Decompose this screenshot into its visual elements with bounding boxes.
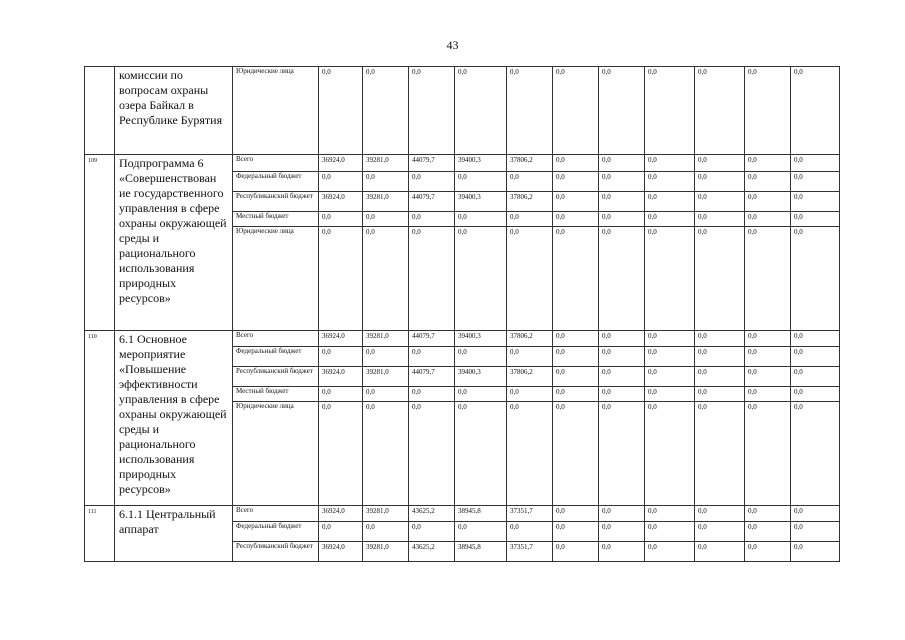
amount-cell: 36924,0 xyxy=(319,331,363,347)
amount-cell: 0,0 xyxy=(745,155,791,172)
program-name: комиссии по вопросам охраны озера Байкал в Республике Бурятия xyxy=(115,67,233,155)
funding-source: Федеральный бюджет xyxy=(233,172,319,192)
table-body xyxy=(85,67,840,562)
amount-cell: 0,0 xyxy=(599,387,645,402)
amount-cell: 0,0 xyxy=(553,67,599,155)
amount-cell: 0,0 xyxy=(745,227,791,331)
amount-cell: 0,0 xyxy=(599,367,645,387)
budget-table xyxy=(84,66,840,562)
amount-cell: 36924,0 xyxy=(319,542,363,562)
amount-cell: 0,0 xyxy=(553,212,599,227)
amount-cell: 0,0 xyxy=(319,172,363,192)
funding-source: Местный бюджет xyxy=(233,212,319,227)
amount-cell: 0,0 xyxy=(645,172,695,192)
amount-cell: 0,0 xyxy=(455,212,507,227)
amount-cell: 0,0 xyxy=(695,347,745,367)
program-name: 6.1 Основное мероприятие «Повышение эффективности управления в сфере охраны окружающей среды и рационального использования природных ресурсов» xyxy=(115,331,233,506)
amount-cell: 0,0 xyxy=(553,227,599,331)
amount-cell: 0,0 xyxy=(553,347,599,367)
amount-cell: 39281,0 xyxy=(363,542,409,562)
amount-cell: 0,0 xyxy=(745,347,791,367)
amount-cell: 39400,3 xyxy=(455,331,507,347)
amount-cell: 0,0 xyxy=(599,506,645,522)
amount-cell: 0,0 xyxy=(745,402,791,506)
amount-cell: 0,0 xyxy=(695,172,745,192)
amount-cell: 0,0 xyxy=(599,67,645,155)
amount-cell: 0,0 xyxy=(645,192,695,212)
amount-cell: 0,0 xyxy=(695,227,745,331)
amount-cell: 0,0 xyxy=(409,212,455,227)
amount-cell: 0,0 xyxy=(791,387,840,402)
amount-cell: 0,0 xyxy=(553,172,599,192)
amount-cell: 0,0 xyxy=(695,212,745,227)
amount-cell: 0,0 xyxy=(363,172,409,192)
amount-cell: 0,0 xyxy=(791,347,840,367)
amount-cell: 0,0 xyxy=(599,522,645,542)
funding-source: Всего xyxy=(233,155,319,172)
amount-cell: 0,0 xyxy=(553,522,599,542)
amount-cell: 0,0 xyxy=(745,331,791,347)
amount-cell: 0,0 xyxy=(507,347,553,367)
amount-cell: 0,0 xyxy=(791,155,840,172)
amount-cell: 43625,2 xyxy=(409,506,455,522)
amount-cell: 0,0 xyxy=(455,522,507,542)
table-row xyxy=(85,67,840,155)
amount-cell: 0,0 xyxy=(645,331,695,347)
amount-cell: 0,0 xyxy=(645,347,695,367)
amount-cell: 0,0 xyxy=(599,172,645,192)
amount-cell: 0,0 xyxy=(745,542,791,562)
amount-cell: 0,0 xyxy=(791,506,840,522)
amount-cell: 0,0 xyxy=(645,227,695,331)
amount-cell: 0,0 xyxy=(507,387,553,402)
row-number: 111 xyxy=(85,506,115,562)
amount-cell: 0,0 xyxy=(363,402,409,506)
amount-cell: 0,0 xyxy=(319,347,363,367)
amount-cell: 0,0 xyxy=(599,192,645,212)
amount-cell: 0,0 xyxy=(745,367,791,387)
amount-cell: 0,0 xyxy=(455,227,507,331)
amount-cell: 0,0 xyxy=(791,192,840,212)
funding-source: Юридические лица xyxy=(233,67,319,155)
amount-cell: 0,0 xyxy=(363,347,409,367)
amount-cell: 0,0 xyxy=(319,67,363,155)
row-number xyxy=(85,67,115,155)
amount-cell: 0,0 xyxy=(553,387,599,402)
amount-cell: 38945,8 xyxy=(455,506,507,522)
amount-cell: 39281,0 xyxy=(363,155,409,172)
amount-cell: 0,0 xyxy=(553,367,599,387)
amount-cell: 0,0 xyxy=(553,402,599,506)
amount-cell: 0,0 xyxy=(319,522,363,542)
amount-cell: 39281,0 xyxy=(363,367,409,387)
amount-cell: 0,0 xyxy=(791,212,840,227)
amount-cell: 0,0 xyxy=(507,522,553,542)
amount-cell: 0,0 xyxy=(599,542,645,562)
funding-source: Местный бюджет xyxy=(233,387,319,402)
amount-cell: 0,0 xyxy=(791,402,840,506)
program-name: Подпрограмма 6 «Совершенствован ие государственного управления в сфере охраны окружающей среды и рационального использования природных ресурсов» xyxy=(115,155,233,331)
amount-cell: 0,0 xyxy=(645,402,695,506)
amount-cell: 39400,3 xyxy=(455,367,507,387)
amount-cell: 0,0 xyxy=(455,347,507,367)
amount-cell: 0,0 xyxy=(645,367,695,387)
amount-cell: 0,0 xyxy=(409,387,455,402)
amount-cell: 0,0 xyxy=(791,331,840,347)
amount-cell: 38945,8 xyxy=(455,542,507,562)
amount-cell: 0,0 xyxy=(645,542,695,562)
amount-cell: 36924,0 xyxy=(319,506,363,522)
funding-source: Республиканский бюджет xyxy=(233,542,319,562)
amount-cell: 0,0 xyxy=(695,522,745,542)
table-row xyxy=(85,331,840,347)
amount-cell: 0,0 xyxy=(455,387,507,402)
amount-cell: 0,0 xyxy=(553,331,599,347)
amount-cell: 37806,2 xyxy=(507,192,553,212)
amount-cell: 0,0 xyxy=(455,172,507,192)
amount-cell: 0,0 xyxy=(745,67,791,155)
amount-cell: 39400,3 xyxy=(455,192,507,212)
amount-cell: 0,0 xyxy=(599,402,645,506)
amount-cell: 36924,0 xyxy=(319,192,363,212)
funding-source: Всего xyxy=(233,506,319,522)
amount-cell: 0,0 xyxy=(745,192,791,212)
amount-cell: 0,0 xyxy=(363,227,409,331)
amount-cell: 0,0 xyxy=(409,522,455,542)
amount-cell: 0,0 xyxy=(695,67,745,155)
amount-cell: 0,0 xyxy=(791,522,840,542)
amount-cell: 0,0 xyxy=(409,402,455,506)
amount-cell: 0,0 xyxy=(553,155,599,172)
funding-source: Федеральный бюджет xyxy=(233,347,319,367)
amount-cell: 0,0 xyxy=(409,67,455,155)
amount-cell: 0,0 xyxy=(791,67,840,155)
amount-cell: 0,0 xyxy=(695,506,745,522)
amount-cell: 39400,3 xyxy=(455,155,507,172)
amount-cell: 0,0 xyxy=(599,331,645,347)
amount-cell: 0,0 xyxy=(455,402,507,506)
amount-cell: 0,0 xyxy=(645,506,695,522)
row-number: 110 xyxy=(85,331,115,506)
amount-cell: 0,0 xyxy=(319,212,363,227)
amount-cell: 0,0 xyxy=(695,402,745,506)
funding-source: Республиканский бюджет xyxy=(233,192,319,212)
amount-cell: 0,0 xyxy=(695,155,745,172)
amount-cell: 0,0 xyxy=(599,155,645,172)
amount-cell: 0,0 xyxy=(507,402,553,506)
amount-cell: 0,0 xyxy=(599,227,645,331)
amount-cell: 44079,7 xyxy=(409,192,455,212)
amount-cell: 0,0 xyxy=(409,227,455,331)
amount-cell: 0,0 xyxy=(319,387,363,402)
amount-cell: 0,0 xyxy=(645,67,695,155)
amount-cell: 0,0 xyxy=(553,192,599,212)
amount-cell: 0,0 xyxy=(745,387,791,402)
amount-cell: 0,0 xyxy=(455,67,507,155)
amount-cell: 36924,0 xyxy=(319,155,363,172)
amount-cell: 0,0 xyxy=(791,172,840,192)
funding-source: Федеральный бюджет xyxy=(233,522,319,542)
amount-cell: 0,0 xyxy=(791,227,840,331)
amount-cell: 0,0 xyxy=(791,367,840,387)
amount-cell: 0,0 xyxy=(599,347,645,367)
amount-cell: 37806,2 xyxy=(507,331,553,347)
amount-cell: 0,0 xyxy=(363,67,409,155)
amount-cell: 43625,2 xyxy=(409,542,455,562)
amount-cell: 0,0 xyxy=(791,542,840,562)
amount-cell: 39281,0 xyxy=(363,506,409,522)
amount-cell: 37806,2 xyxy=(507,367,553,387)
amount-cell: 0,0 xyxy=(319,402,363,506)
amount-cell: 39281,0 xyxy=(363,331,409,347)
amount-cell: 0,0 xyxy=(695,331,745,347)
row-number: 109 xyxy=(85,155,115,331)
amount-cell: 0,0 xyxy=(553,506,599,522)
amount-cell: 0,0 xyxy=(645,522,695,542)
amount-cell: 0,0 xyxy=(645,155,695,172)
amount-cell: 0,0 xyxy=(695,387,745,402)
funding-source: Юридические лица xyxy=(233,402,319,506)
amount-cell: 0,0 xyxy=(363,522,409,542)
amount-cell: 37806,2 xyxy=(507,155,553,172)
amount-cell: 0,0 xyxy=(363,387,409,402)
amount-cell: 44079,7 xyxy=(409,367,455,387)
funding-source: Всего xyxy=(233,331,319,347)
amount-cell: 0,0 xyxy=(363,212,409,227)
amount-cell: 0,0 xyxy=(409,347,455,367)
amount-cell: 36924,0 xyxy=(319,367,363,387)
amount-cell: 44079,7 xyxy=(409,331,455,347)
page-number: 43 xyxy=(446,38,459,52)
amount-cell: 0,0 xyxy=(507,227,553,331)
amount-cell: 0,0 xyxy=(645,387,695,402)
amount-cell: 0,0 xyxy=(695,542,745,562)
funding-source: Республиканский бюджет xyxy=(233,367,319,387)
table-row xyxy=(85,506,840,522)
amount-cell: 0,0 xyxy=(745,172,791,192)
program-name: 6.1.1 Центральный аппарат xyxy=(115,506,233,562)
amount-cell: 37351,7 xyxy=(507,542,553,562)
amount-cell: 0,0 xyxy=(599,212,645,227)
amount-cell: 37351,7 xyxy=(507,506,553,522)
table-row xyxy=(85,155,840,172)
amount-cell: 0,0 xyxy=(745,506,791,522)
amount-cell: 0,0 xyxy=(745,212,791,227)
amount-cell: 0,0 xyxy=(745,522,791,542)
amount-cell: 0,0 xyxy=(409,172,455,192)
amount-cell: 0,0 xyxy=(553,542,599,562)
amount-cell: 0,0 xyxy=(507,212,553,227)
amount-cell: 0,0 xyxy=(507,67,553,155)
amount-cell: 0,0 xyxy=(695,192,745,212)
amount-cell: 0,0 xyxy=(319,227,363,331)
amount-cell: 44079,7 xyxy=(409,155,455,172)
amount-cell: 0,0 xyxy=(695,367,745,387)
amount-cell: 0,0 xyxy=(645,212,695,227)
funding-source: Юридические лица xyxy=(233,227,319,331)
amount-cell: 0,0 xyxy=(507,172,553,192)
amount-cell: 39281,0 xyxy=(363,192,409,212)
